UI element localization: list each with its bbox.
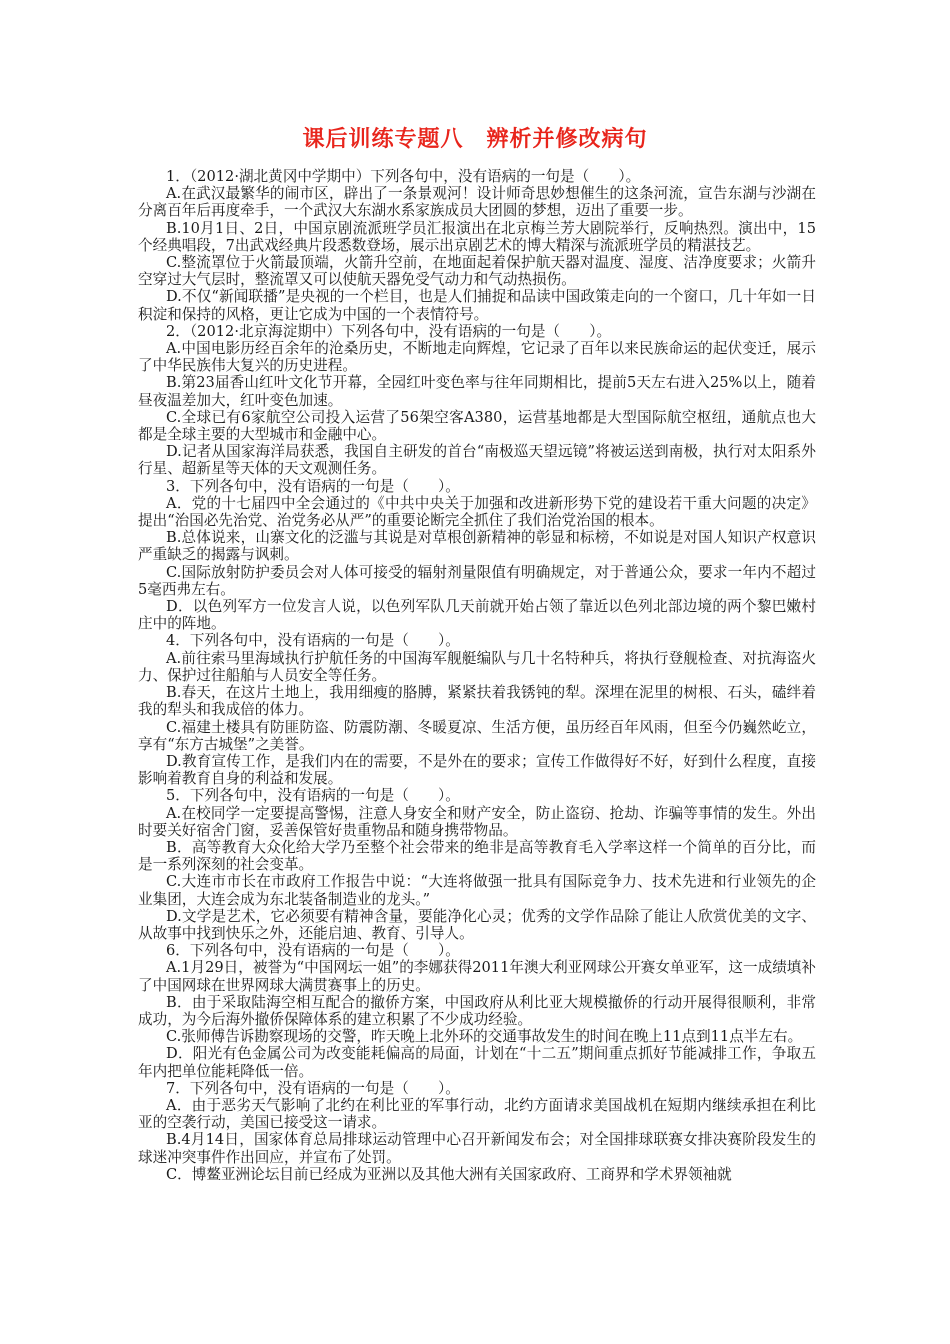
option-b: B．高等教育大众化给大学乃至整个社会带来的绝非是高等教育毛入学率这样一个简单的百分比，而是一系列深刻的社会变革。 (138, 838, 816, 874)
option-d: D.不仅“新闻联播”是央视的一个栏目，也是人们捕捉和品读中国政策走向的一个窗口，几十年如一日积淀和保持的风格，更让它成为中国的一个表情符号。 (138, 288, 816, 323)
question-3 (138, 478, 816, 633)
option-c: C.全球已有6家航空公司投入运营了56架空客A380，运营基地都是大型国际航空枢纽，通航点也大都是全球主要的大型城市和金融中心。 (138, 408, 816, 444)
option-b: B.4月14日，国家体育总局排球运动管理中心召开新闻发布会；对全国排球联赛女排决赛阶段发生的球迷冲突事件作出回应，并宣布了处罚。 (138, 1131, 816, 1166)
option-a: A．由于恶劣天气影响了北约在利比亚的军事行动，北约方面请求美国战机在短期内继续承担在利比亚的空袭行动，美国已接受这一请求。 (138, 1096, 816, 1132)
option-a: A.前往索马里海域执行护航任务的中国海军舰艇编队与几十名特种兵，将执行登舰检查、对抗海盗火力、保护过往船舶与人员安全等任务。 (138, 649, 816, 684)
question-stem: 7．下列各句中，没有语病的一句是（ ）。 (166, 1079, 460, 1097)
option-b: B．由于采取陆海空相互配合的撤侨方案，中国政府从利比亚大规模撤侨的行动开展得很顺利，非常成功，为今后海外撤侨保障体系的建立积累了不少成功经验。 (138, 993, 816, 1028)
question-5 (138, 787, 816, 942)
question-7 (138, 1080, 816, 1183)
option-c: C．博鳌亚洲论坛目前已经成为亚洲以及其他大洲有关国家政府、工商界和学术界领袖就 (166, 1165, 732, 1183)
question-6 (138, 942, 816, 1080)
question-stem: 4．下列各句中，没有语病的一句是（ ）。 (166, 632, 460, 650)
question-4 (138, 632, 816, 787)
option-b: B.第23届香山红叶文化节开幕，全园红叶变色率与往年同期相比，提前5天左右进入25%以上，随着昼夜温差加大，红叶变色加速。 (138, 374, 816, 409)
option-d: D.记者从国家海洋局获悉，我国自主研发的首台“南极巡天望远镜”将被运送到南极，执行对太阳系外行星、超新星等天体的天文观测任务。 (138, 443, 816, 478)
question-1 (138, 168, 816, 323)
option-b: B.10月1日、2日，中国京剧流派班学员汇报演出在北京梅兰芳大剧院举行，反响热烈。演出中，15个经典唱段，7出武戏经典片段悉数登场，展示出京剧艺术的博大精深与流派班学员的精湛技艺。 (138, 219, 816, 254)
option-b: B.总体说来，山寨文化的泛滥与其说是对草根创新精神的彰显和标榜，不如说是对国人知识产权意识严重缺乏的揭露与讽刺。 (138, 529, 816, 564)
question-2 (138, 323, 816, 478)
option-a: A．党的十七届四中全会通过的《中共中央关于加强和改进新形势下党的建设若干重大问题的决定》提出“治国必先治党、治党务必从严”的重要论断完全抓住了我们治党治国的根本。 (138, 494, 816, 530)
question-stem: 1．（2012·湖北黄冈中学期中）下列各句中，没有语病的一句是（ ）。 (166, 168, 641, 185)
question-list (138, 168, 816, 1183)
question-stem: 2．（2012·北京海淀期中）下列各句中，没有语病的一句是（ ）。 (166, 322, 612, 340)
page-title: 课后训练专题八 辨析并修改病句 (302, 127, 648, 152)
question-stem: 5．下列各句中，没有语病的一句是（ ）。 (166, 787, 460, 805)
option-d: D．阳光有色金属公司为改变能耗偏高的局面，计划在“十二五”期间重点抓好节能减排工作，争取五年内把单位能耗降低一倍。 (138, 1045, 816, 1080)
option-b: B.春天，在这片土地上，我用细瘦的胳膊，紧紧扶着我锈钝的犁。深埋在泥里的树根、石头，磕绊着我的犁头和我成倍的体力。 (138, 684, 816, 719)
option-a: A.在武汉最繁华的闹市区，辟出了一条景观河！设计师奇思妙想催生的这条河流，宣告东湖与沙湖在分离百年后再度牵手，一个武汉大东湖水系家族成员大团圆的梦想，迈出了重要一步。 (138, 185, 816, 220)
option-d: D.教育宣传工作，是我们内在的需要，不是外在的要求；宣传工作做得好不好，好到什么程度，直接影响着教育自身的利益和发展。 (138, 752, 816, 788)
option-a: A.中国电影历经百余年的沧桑历史，不断地走向辉煌，它记录了百年以来民族命运的起伏变迁，展示了中华民族伟大复兴的历史进程。 (138, 340, 816, 375)
option-d: D．以色列军方一位发言人说，以色列军队几天前就开始占领了靠近以色列北部边境的两个黎巴嫩村庄中的阵地。 (138, 598, 816, 633)
option-c: C.国际放射防护委员会对人体可接受的辐射剂量限值有明确规定，对于普通公众，要求一年内不超过5毫西弗左右。 (138, 563, 816, 598)
option-a: A.在校同学一定要提高警惕，注意人身安全和财产安全，防止盗窃、抢劫、诈骗等事情的发生。外出时要关好宿舍门窗，妥善保管好贵重物品和随身携带物品。 (138, 804, 816, 839)
question-stem: 6．下列各句中，没有语病的一句是（ ）。 (166, 942, 460, 960)
option-c: C.张师傅告诉勘察现场的交警，昨天晚上北外环的交通事故发生的时间在晚上11点到11点半左右。 (166, 1028, 803, 1046)
option-a: A.1月29日，被誉为“中国网坛一姐”的李娜获得2011年澳大利亚网球公开赛女单亚军，这一成绩填补了中国网球在世界网球大满贯赛事上的历史。 (138, 959, 816, 994)
option-c: C.整流罩位于火箭最顶端，火箭升空前，在地面起着保护航天器对温度、湿度、洁净度要求；火箭升空穿过大气层时，整流罩又可以使航天器免受气动力和气动热损伤。 (138, 254, 816, 289)
option-c: C.大连市市长在市政府工作报告中说：“大连将做强一批具有国际竞争力、技术先进和行业领先的企业集团，大连会成为东北装备制造业的龙头。” (138, 873, 816, 908)
option-d: D.文学是艺术，它必须要有精神含量，要能净化心灵；优秀的文学作品除了能让人欣赏优美的文字、从故事中找到快乐之外，还能启迪、教育、引导人。 (138, 907, 816, 942)
question-stem: 3．下列各句中，没有语病的一句是（ ）。 (166, 477, 460, 495)
option-c: C.福建土楼具有防匪防盗、防震防潮、冬暖夏凉、生活方便，虽历经百年风雨，但至今仍巍然屹立，享有“东方古城堡”之美誉。 (138, 718, 816, 753)
